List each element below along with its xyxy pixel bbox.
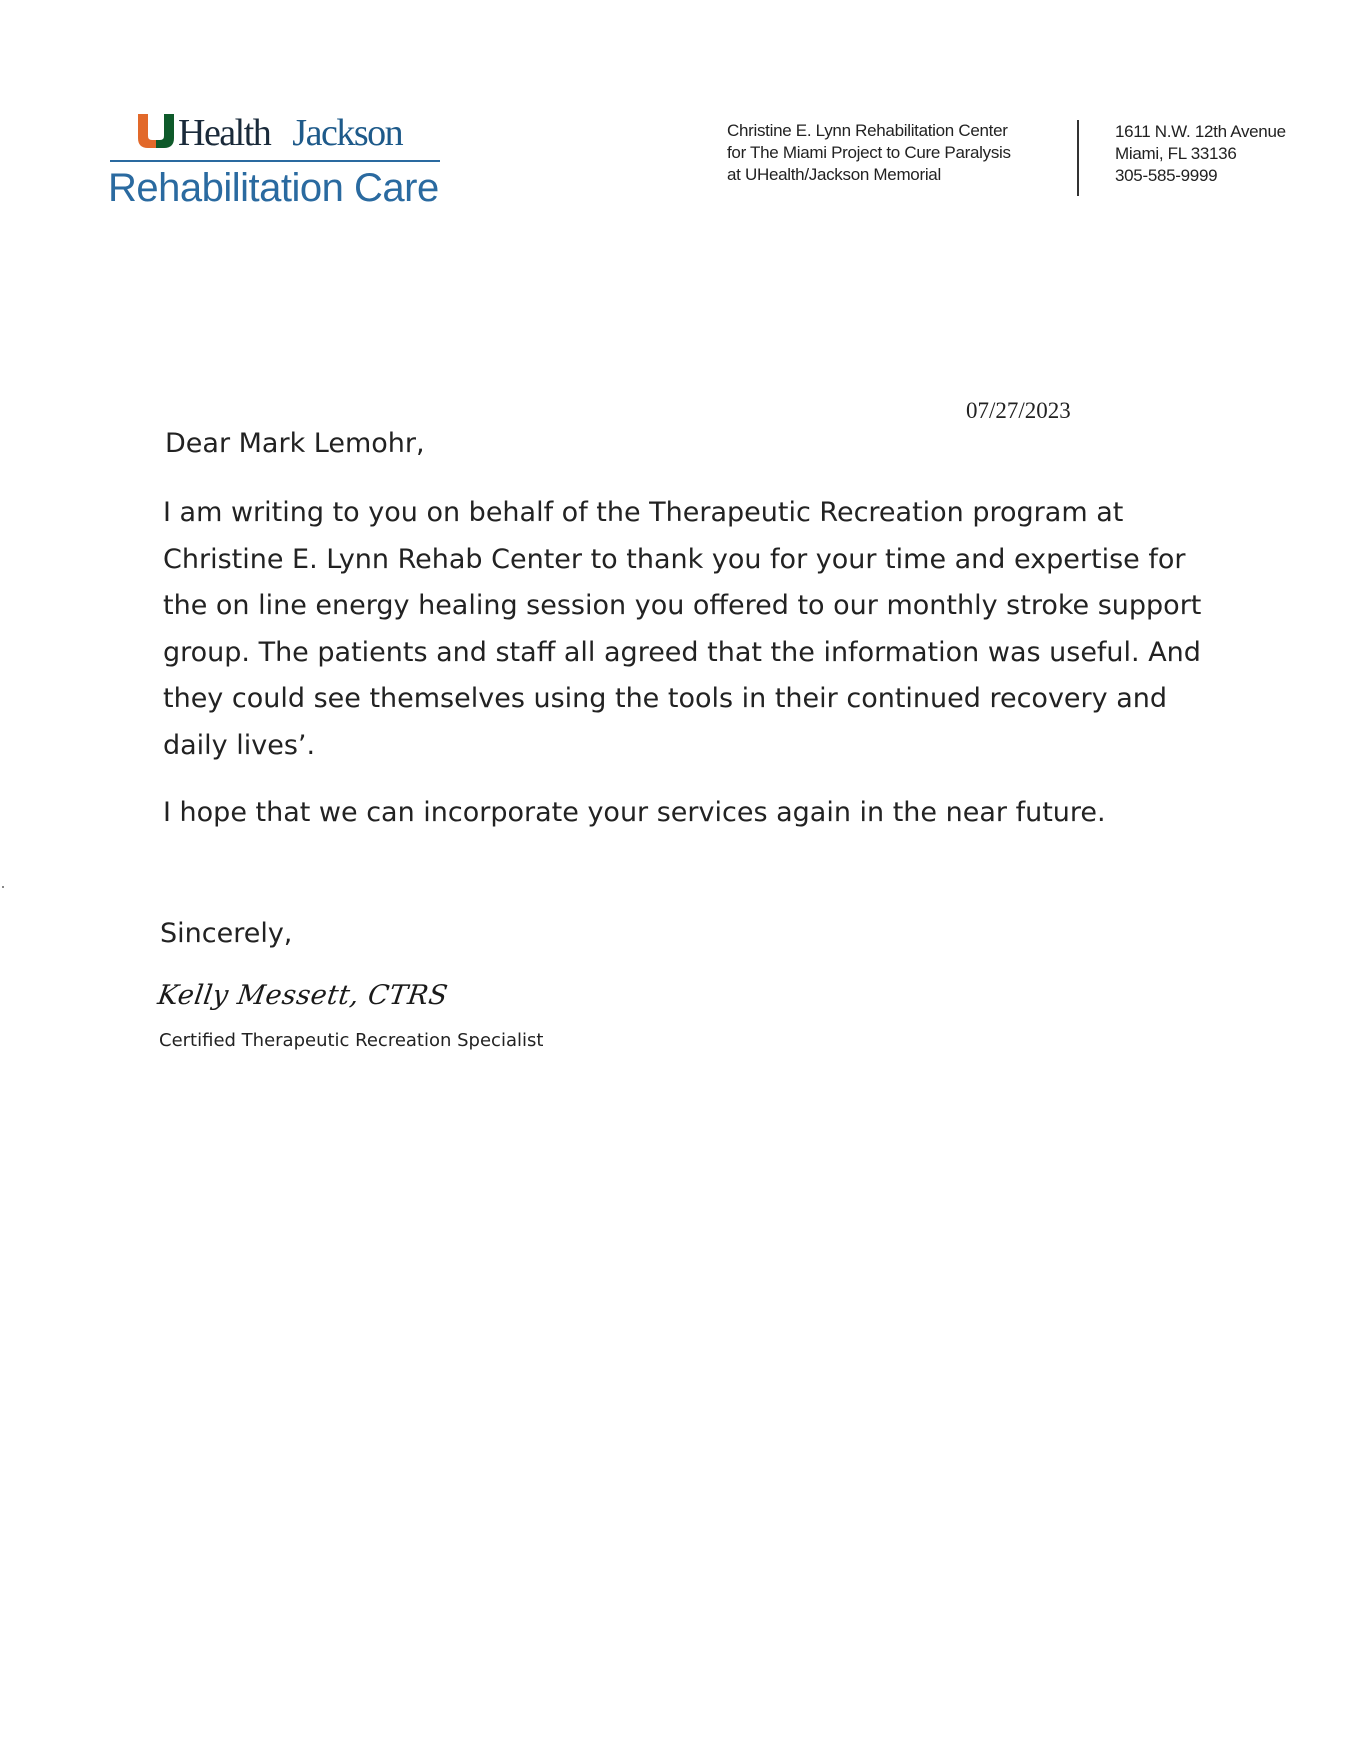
logo-divider <box>110 160 440 162</box>
logo-subtitle: Rehabilitation Care <box>108 166 439 210</box>
signer-title: Certified Therapeutic Recreation Specialist <box>159 1030 544 1051</box>
phone-number: 305-585-9999 <box>1115 166 1218 185</box>
letter-date: 07/27/2023 <box>966 398 1071 423</box>
body-paragraph-2: I hope that we can incorporate your services again in the near future. <box>163 797 1106 828</box>
salutation: Dear Mark Lemohr, <box>165 428 425 459</box>
letterhead-address <box>1115 121 1286 187</box>
logo-top-line <box>136 108 402 156</box>
logo-health-text: Health <box>178 112 271 154</box>
scan-artifact <box>2 886 4 888</box>
institution-line: for The Miami Project to Cure Paralysis <box>727 143 1011 162</box>
body-paragraph-1: I am writing to you on behalf of the Therapeutic Recreation program at Christine E. Lynn Rehab Center to thank you for your time and expertise for the on line energy healing session you offered to our monthly stroke support group. The patients and staff all agreed that the information was useful. And they could see themselves using the tools in their continued recovery and daily lives’. <box>163 497 1202 761</box>
logo-jackson-text: Jackson <box>292 112 403 154</box>
u-logo-icon <box>136 110 176 150</box>
uhealth-jackson-logo <box>108 108 443 218</box>
letterhead-divider <box>1077 120 1079 196</box>
closing: Sincerely, <box>160 918 293 949</box>
institution-line: at UHealth/Jackson Memorial <box>727 165 941 184</box>
address-line: Miami, FL 33136 <box>1115 144 1237 163</box>
signature: Kelly Messett, CTRS <box>155 980 450 1011</box>
institution-line: Christine E. Lynn Rehabilitation Center <box>727 121 1008 140</box>
address-line: 1611 N.W. 12th Avenue <box>1115 122 1286 141</box>
letterhead-institution <box>727 120 1011 186</box>
